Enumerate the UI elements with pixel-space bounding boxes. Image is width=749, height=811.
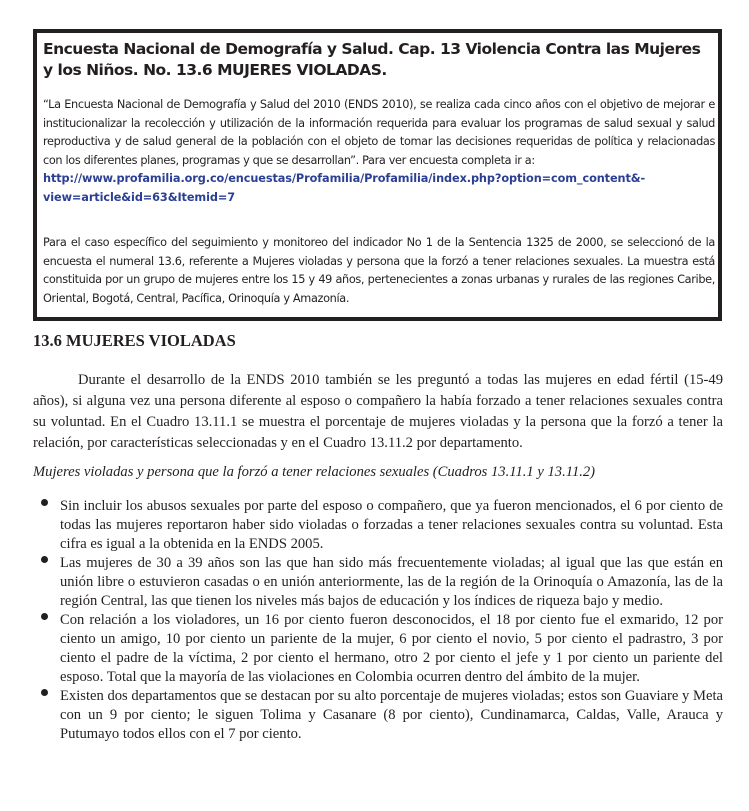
- bullet-icon: [41, 689, 48, 696]
- list-item: [40, 497, 723, 554]
- section-title: 13.6 MUJERES VIOLADAS: [33, 331, 236, 350]
- survey-link-line-2[interactable]: view=article&id=63&Itemid=7: [43, 190, 235, 204]
- list-item-text: Con relación a los violadores, un 16 por ciento fueron desconocidos, el 18 por ciento fue el exmarido, 12 por ciento un amigo, 10 por ciento un pariente de la mujer, 6 por ciento el novio, 5 por ciento el padrastro, 3 por ciento el padre de la víctima, 2 por ciento el hermano, otro 2 por ciento el jefe y 1 por ciento un pariente del esposo. Total que la mayoría de las violaciones en Colombia ocurren dentro del ámbito de la mujer.: [60, 612, 723, 685]
- section-intro-text: Durante el desarrollo de la ENDS 2010 también se les preguntó a todas las mujeres en edad fértil (15-49 años), si alguna vez una persona diferente al esposo o compañero la había forzado a tener relaciones sexuales contra su voluntad. En el Cuadro 13.11.1 se muestra el porcentaje de mujeres violadas y la persona que la forzó a tener la relación, por características seleccionadas y en el Cuadro 13.11.2 por departamento.: [33, 372, 723, 451]
- list-item: [40, 611, 723, 687]
- bullet-icon: [41, 499, 48, 506]
- info-box: [33, 29, 722, 321]
- survey-link[interactable]: [43, 170, 715, 207]
- list-item-text: Existen dos departamentos que se destacan por su alto porcentaje de mujeres violadas; estos son Guaviare y Meta con un 9 por ciento; le siguen Tolima y Casanare (8 por ciento), Cundinamarca, Caldas, Valle, Arauca y Putumayo todos ellos con el 7 por ciento.: [60, 688, 723, 742]
- list-item-text: Las mujeres de 30 a 39 años son las que han sido más frecuentemente violadas; al igual que las que están en unión libre o estuvieron casadas o en unión anteriormente, las de la región de la Orinoquía o Amazonía, las de la región Central, las que tienen los niveles más bajos de educación y los índices de riqueza bajo y medio.: [60, 555, 723, 609]
- bullet-icon: [41, 556, 48, 563]
- info-box-title: Encuesta Nacional de Demografía y Salud. Cap. 13 Violencia Contra las Mujeres y los Niños. No. 13.6 MUJERES VIOLADAS.: [43, 40, 701, 79]
- info-box-methodology: Para el caso específico del seguimiento y monitoreo del indicador No 1 de la Sentencia 1325 de 2000, se seleccionó de la encuesta el numeral 13.6, referente a Mujeres violadas y persona que la forzó a tener relaciones sexuales. La muestra está constituida por un grupo de mujeres entre los 15 y 49 años, pertenecientes a zonas urbanas y rurales de las regiones Caribe, Oriental, Bogotá, Central, Pacífica, Orinoquía y Amazonía.: [43, 236, 715, 305]
- list-item: [40, 554, 723, 611]
- survey-description-text: “La Encuesta Nacional de Demografía y Salud del 2010 (ENDS 2010), se realiza cada cinco años con el objetivo de mejorar e institucionalizar la recolección y utilización de la información requerida para evaluar los programas de salud sexual y salud reproductiva y de salud general de la población con el objeto de tomar las decisiones requeridas de política y relacionadas con los diferentes planes, programas y que se desarrollan”. Para ver encuesta completa ir a:: [43, 98, 715, 167]
- findings-list: [40, 497, 723, 744]
- list-item: [40, 687, 723, 744]
- section-subheading: Mujeres violadas y persona que la forzó a tener relaciones sexuales (Cuadros 13.11.1 y 13.11.2): [33, 464, 596, 480]
- survey-link-line-1[interactable]: http://www.profamilia.org.co/encuestas/Profamilia/Profamilia/index.php?option=com_content&-: [43, 172, 646, 185]
- list-item-text: Sin incluir los abusos sexuales por parte del esposo o compañero, que ya fueron mencionados, el 6 por ciento de todas las mujeres reportaron haber sido violadas o forzadas a tener relaciones sexuales contra su voluntad. Esta cifra es igual a la obtenida en la ENDS 2005.: [60, 498, 723, 552]
- info-box-description: [43, 96, 715, 207]
- section-intro-paragraph: [33, 370, 723, 454]
- bullet-icon: [41, 613, 48, 620]
